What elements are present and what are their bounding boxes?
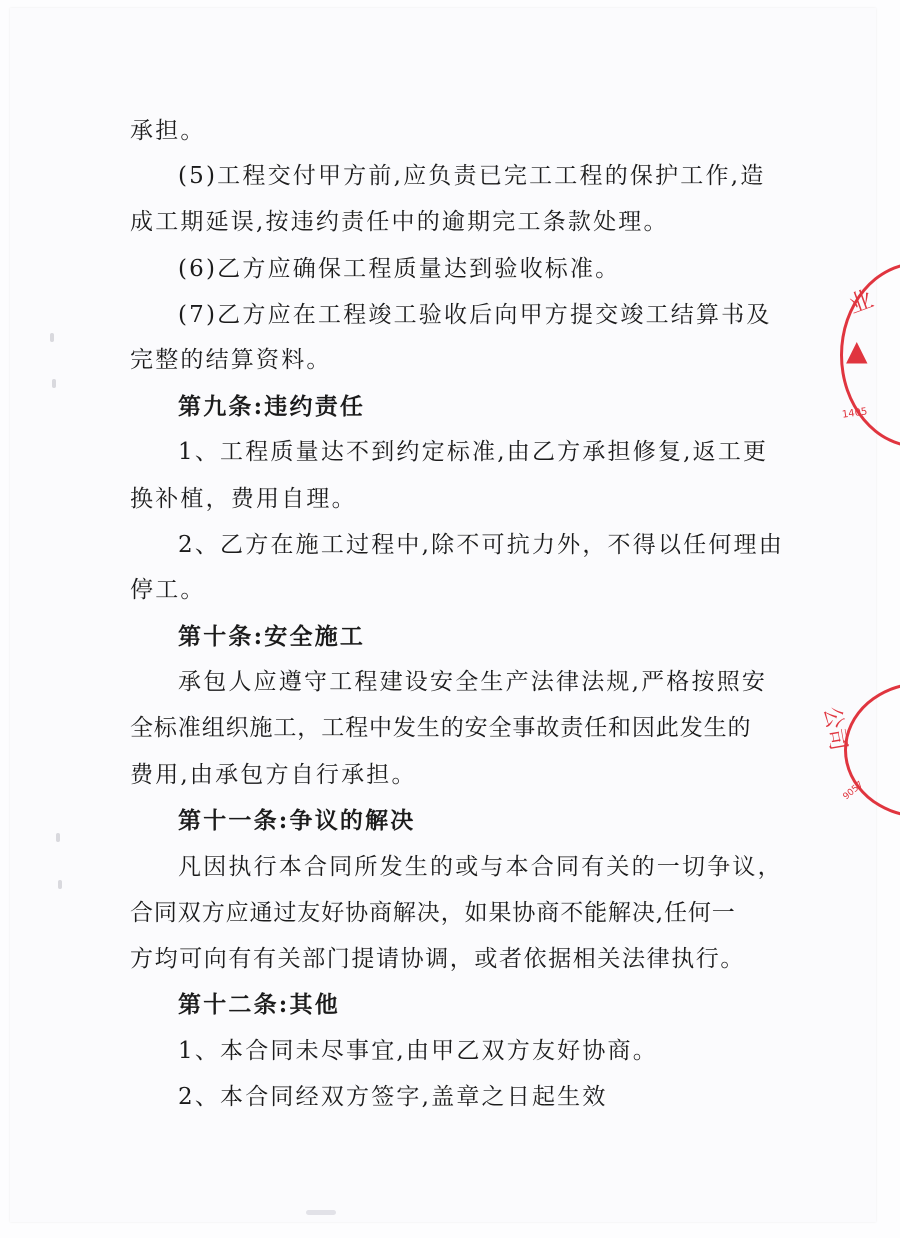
- section-heading: 第十条:安全施工: [178, 623, 366, 650]
- seal-character: 业: [844, 284, 877, 320]
- text-line: 成工期延误,按违约责任中的逾期完工条款处理。: [130, 209, 669, 235]
- text-line: 1、本合同未尽事宜,由甲乙双方友好协商。: [178, 1038, 658, 1064]
- text-line: 承包人应遵守工程建设安全生产法律法规,严格按照安: [178, 669, 768, 695]
- section-heading: 第九条:违约责任: [178, 393, 366, 420]
- text-line: (5)工程交付甲方前,应负责已完工工程的保护工作,造: [178, 163, 766, 189]
- text-line: 2、本合同经双方签字,盖章之日起生效: [178, 1084, 608, 1110]
- section-heading: 第十二条:其他: [178, 991, 340, 1018]
- seal-star-icon: ▲: [846, 334, 868, 367]
- text-line: 2、乙方在施工过程中,除不可抗力外，不得以任何理由: [178, 532, 784, 558]
- text-line: 完整的结算资料。: [130, 347, 332, 373]
- text-line: (7)乙方应在工程竣工验收后向甲方提交竣工结算书及: [178, 302, 772, 328]
- text-line: 承担。: [130, 118, 206, 144]
- text-line: 方均可向有有关部门提请协调，或者依据相关法律执行。: [130, 946, 745, 972]
- seal-number: 9057: [841, 779, 866, 803]
- text-line: 凡因执行本合同所发生的或与本合同有关的一切争议，: [178, 854, 783, 880]
- text-line: 合同双方应通过友好协商解决，如果协商不能解决,任何一: [130, 900, 736, 926]
- section-heading: 第十一条:争议的解决: [178, 807, 416, 834]
- text-line: (6)乙方应确保工程质量达到验收标准。: [178, 256, 621, 282]
- text-line: 停工。: [130, 577, 206, 603]
- text-line: 1、工程质量达不到约定标准,由乙方承担修复,返工更: [178, 439, 769, 465]
- text-line: 全标准组织施工，工程中发生的安全事故责任和因此发生的: [130, 715, 752, 741]
- seal-number: 1405: [841, 406, 869, 421]
- text-line: 费用,由承包方自行承担。: [130, 762, 417, 788]
- seal-character: 公司: [818, 704, 851, 753]
- text-line: 换补植，费用自理。: [130, 486, 357, 512]
